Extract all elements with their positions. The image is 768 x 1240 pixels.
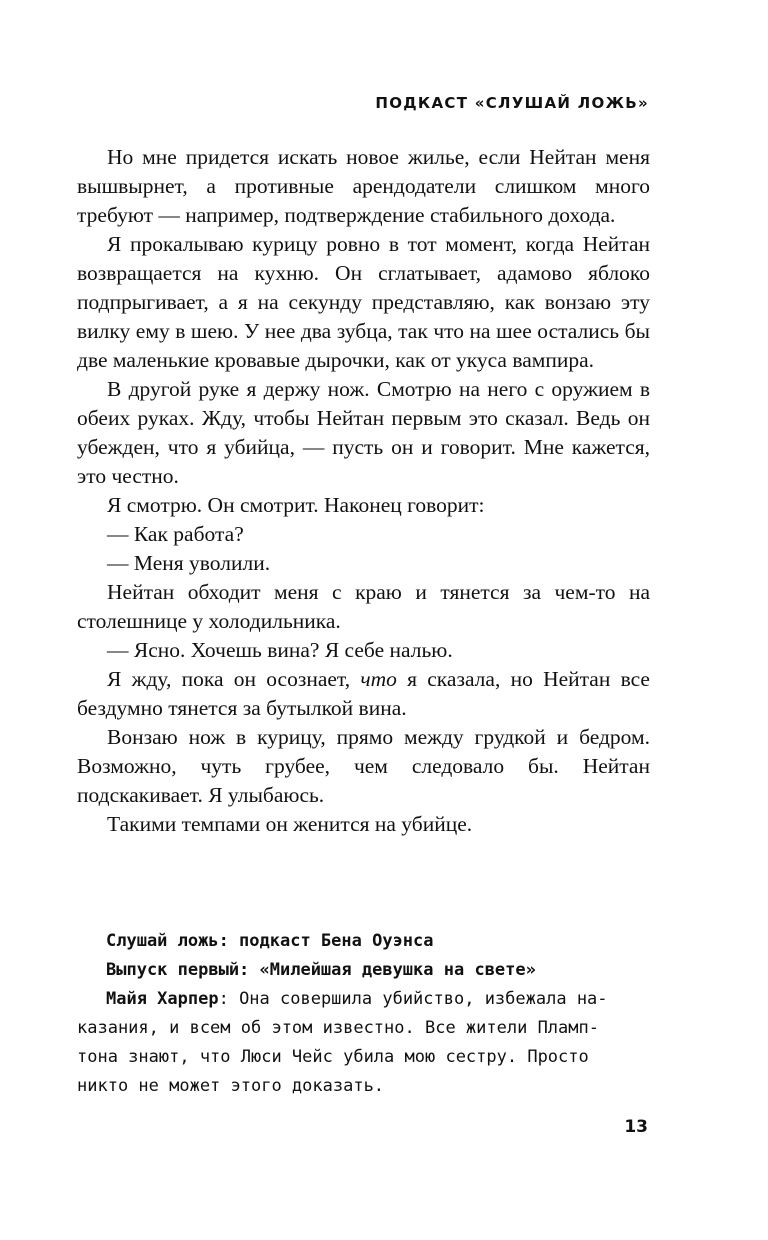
- speaker-name: Майя Харпер: [106, 989, 219, 1009]
- speech-line: тона знают, что Люси Чейс убила мою сестру. Просто: [77, 1047, 589, 1067]
- paragraph: Я прокалываю курицу ровно в тот момент, когда Нейтан возвращается на кухню. Он сглатывает, адамово яблоко подпрыгивает, а я на секунду представляю, как вонзаю эту вилку ему в шею. У нее два зубца, так что на шее остались бы две маленькие кровавые дырочки, как от укуса вампира.: [77, 232, 650, 372]
- paragraph-text: Я жду, пока он осознает,: [107, 667, 361, 691]
- paragraph: В другой руке я держу нож. Смотрю на него с оружием в обеих руках. Жду, чтобы Нейтан первым это сказал. Ведь он убежден, что я убийца, — пусть он и говорит. Мне кажется, это честно.: [77, 377, 650, 488]
- paragraph: [77, 665, 650, 723]
- running-head: ПОДКАСТ «СЛУШАЙ ЛОЖЬ»: [375, 94, 649, 112]
- body-text: [77, 143, 650, 839]
- paragraph: Я смотрю. Он смотрит. Наконец говорит:: [107, 493, 485, 517]
- dialogue-line: — Как работа?: [107, 522, 244, 546]
- podcast-transcript: [77, 927, 666, 1101]
- paragraph: Такими темпами он женится на убийце.: [107, 812, 473, 836]
- speech-line: никто не может этого доказать.: [77, 1076, 385, 1096]
- podcast-title: Слушай ложь: подкаст Бена Оуэнса: [106, 931, 434, 951]
- page-number: 13: [624, 1117, 648, 1137]
- italic-word: что: [360, 667, 397, 691]
- speech-text: : Она совершила убийство, избежала на-: [218, 989, 608, 1009]
- paragraph-text: я сказала, но Нейтан все бездумно тянется за бутылкой вина.: [77, 667, 650, 720]
- paragraph: Нейтан обходит меня с краю и тянется за чем-то на столешнице у холодильника.: [77, 580, 650, 633]
- podcast-episode: Выпуск первый: «Милейшая девушка на свете»: [106, 960, 536, 980]
- paragraph: Вонзаю нож в курицу, прямо между грудкой и бедром. Возможно, чуть грубее, чем следовало бы. Нейтан подскакивает. Я улыбаюсь.: [77, 725, 650, 807]
- paragraph: Но мне придется искать новое жилье, если Нейтан меня вышвырнет, а противные арендодатели слишком много требуют — например, подтверждение стабильного дохода.: [77, 145, 650, 227]
- speech-line: казания, и всем об этом известно. Все жители Пламп-: [77, 1018, 599, 1038]
- speech-line: [106, 985, 666, 1014]
- dialogue-line: — Ясно. Хочешь вина? Я себе налью.: [107, 638, 453, 662]
- dialogue-line: — Меня уволили.: [107, 551, 271, 575]
